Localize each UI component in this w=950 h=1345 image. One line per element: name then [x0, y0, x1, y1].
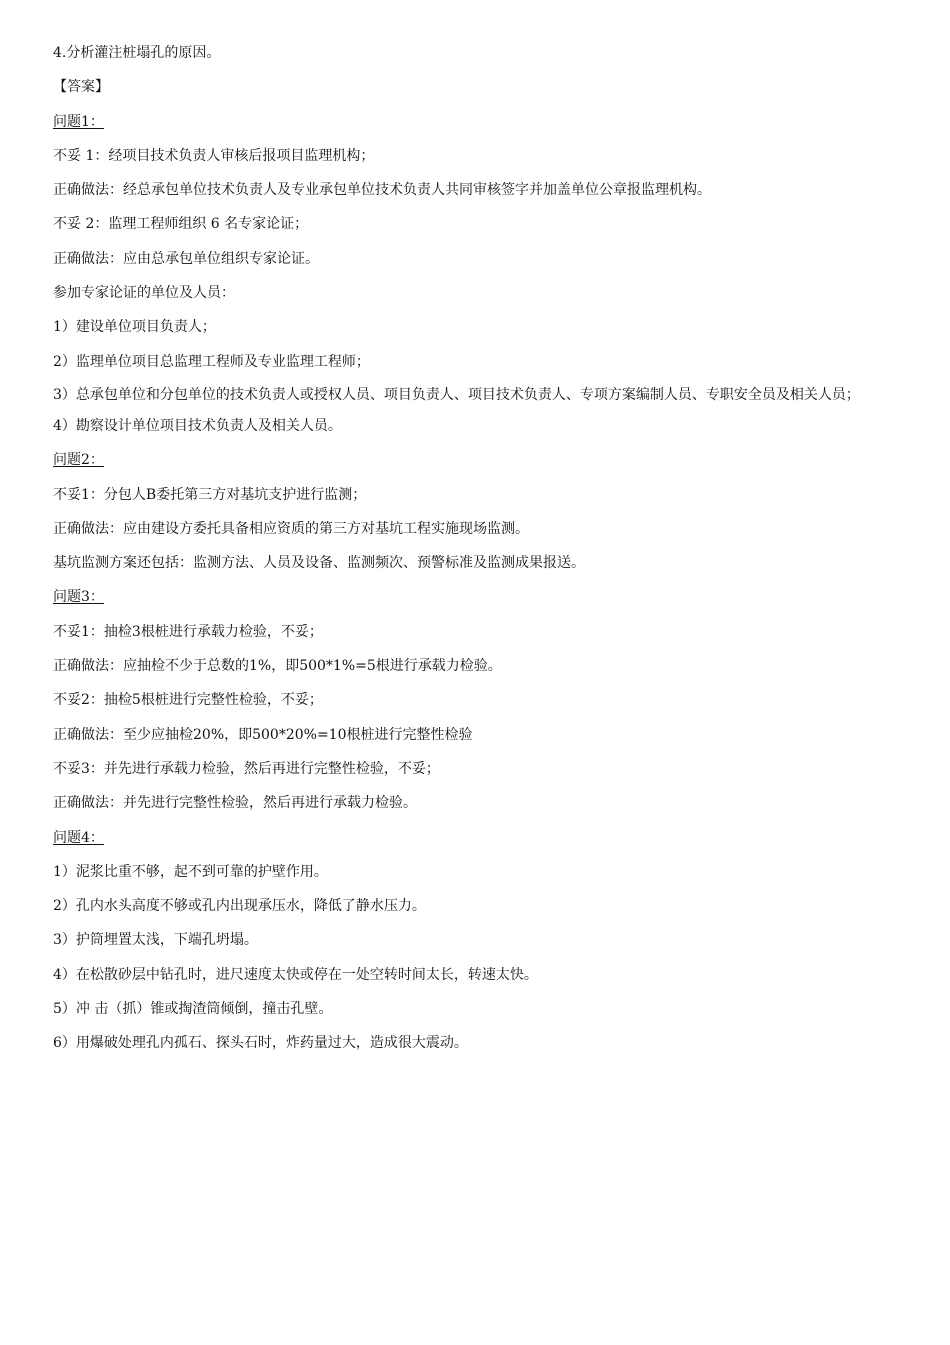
q1-line: 2）监理单位项目总监理工程师及专业监理工程师；	[53, 353, 370, 370]
q1-line: 3）总承包单位和分包单位的技术负责人或授权人员、项目负责人、项目技术负责人、专项方案编制人员、专职安全员及相关人员；	[53, 386, 860, 403]
q1-line: 不妥 2：监理工程师组织 6 名专家论证；	[53, 216, 309, 233]
q1-line: 参加专家论证的单位及人员：	[53, 285, 235, 302]
answer-label: 【答案】	[53, 79, 109, 96]
question-text: 4.分析灌注桩塌孔的原因。	[53, 45, 221, 61]
q4-line: 6）用爆破处理孔内孤石、探头石时，炸药量过大，造成很大震动。	[53, 1035, 468, 1052]
q1-line: 1）建设单位项目负责人；	[53, 319, 216, 336]
q2-line: 正确做法：应由建设方委托具备相应资质的第三方对基坑工程实施现场监测。	[53, 520, 529, 537]
q2-line: 基坑监测方案还包括：监测方法、人员及设备、监测频次、预警标准及监测成果报送。	[53, 555, 585, 572]
q4-line: 5）冲 击（抓）锥或掏渣筒倾倒，撞击孔壁。	[53, 1001, 333, 1018]
q4-line: 1）泥浆比重不够，起不到可靠的护壁作用。	[53, 863, 328, 880]
q3-line: 正确做法：应抽检不少于总数的1%，即500*1%=5根进行承载力检验。	[53, 658, 502, 675]
q3-heading: 问题3：	[53, 589, 104, 606]
q3-line: 正确做法：至少应抽检20%，即500*20%=10根桩进行完整性检验	[53, 726, 473, 743]
q3-line: 不妥2：抽检5根桩进行完整性检验，不妥；	[53, 692, 323, 709]
q4-heading: 问题4：	[53, 829, 104, 846]
q1-line: 正确做法：应由总承包单位组织专家论证。	[53, 250, 319, 267]
q1-line: 正确做法：经总承包单位技术负责人及专业承包单位技术负责人共同审核签字并加盖单位公章报监理机构。	[53, 182, 711, 199]
q4-line: 4）在松散砂层中钻孔时，进尺速度太快或停在一处空转时间太长，转速太快。	[53, 966, 538, 983]
q4-line: 2）孔内水头高度不够或孔内出现承压水，降低了静水压力。	[53, 898, 426, 915]
q4-line: 3）护筒埋置太浅，下端孔坍塌。	[53, 932, 258, 949]
q1-line: 不妥 1：经项目技术负责人审核后报项目监理机构；	[53, 147, 375, 164]
document-page	[53, 43, 903, 1068]
q3-line: 不妥3：并先进行承载力检验，然后再进行完整性检验，不妥；	[53, 760, 440, 777]
q1-heading: 问题1：	[53, 113, 104, 130]
q1-line: 4）勘察设计单位项目技术负责人及相关人员。	[53, 417, 342, 434]
q2-heading: 问题2：	[53, 452, 104, 469]
q2-line: 不妥1：分包人B委托第三方对基坑支护进行监测；	[53, 486, 367, 503]
q3-line: 正确做法：并先进行完整性检验，然后再进行承载力检验。	[53, 795, 417, 812]
q3-line: 不妥1：抽检3根桩进行承载力检验，不妥；	[53, 623, 323, 640]
